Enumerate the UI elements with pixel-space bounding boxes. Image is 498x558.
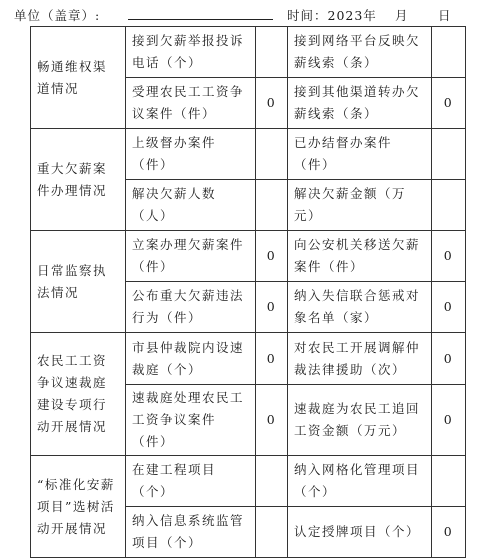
item-label: 认定授牌项目（个）: [288, 507, 432, 558]
item-value: [256, 180, 288, 231]
unit-fill-line: [128, 19, 273, 20]
item-label: 接到欠薪举报投诉电话（个）: [126, 27, 256, 78]
item-value: 0: [256, 231, 288, 282]
item-value: [256, 129, 288, 180]
item-value: [432, 456, 466, 507]
section-category: 重大欠薪案件办理情况: [31, 129, 126, 231]
item-value: 0: [256, 282, 288, 333]
item-label: 已办结督办案件（件）: [288, 129, 432, 180]
item-value: 0: [432, 282, 466, 333]
time-label: 时间：2023年: [287, 8, 377, 23]
item-value: [432, 27, 466, 78]
item-label: 公布重大欠薪违法行为（件）: [126, 282, 256, 333]
item-value: 0: [256, 333, 288, 385]
item-label: 上级督办案件（件）: [126, 129, 256, 180]
item-value: [256, 27, 288, 78]
item-value: 0: [256, 78, 288, 129]
item-label: 纳入失信联合惩戒对象名单（家）: [288, 282, 432, 333]
table-row: [31, 456, 466, 507]
item-label: 接到其他渠道转办欠薪线索（条）: [288, 78, 432, 129]
table-row: [31, 333, 466, 385]
item-value: [256, 456, 288, 507]
item-value: 0: [432, 333, 466, 385]
item-label: 纳入网格化管理项目（个）: [288, 456, 432, 507]
item-value: 0: [432, 507, 466, 558]
section-category: “标准化安薪项目”选树活动开展情况: [31, 456, 126, 558]
unit-stamp-label: 单位（盖章）:: [14, 8, 101, 23]
item-label: 向公安机关移送欠薪案件（件）: [288, 231, 432, 282]
item-value: 0: [432, 231, 466, 282]
day-label: 日: [438, 8, 451, 23]
item-value: [432, 180, 466, 231]
item-label: 解决欠薪金额（万元）: [288, 180, 432, 231]
wage-arrears-report-table: [30, 26, 466, 558]
item-value: 0: [432, 78, 466, 129]
table-row: [31, 27, 466, 78]
month-label: 月: [395, 8, 408, 23]
item-value: 0: [432, 385, 466, 456]
section-category: 畅通维权渠道情况: [31, 27, 126, 129]
item-value: [432, 129, 466, 180]
item-label: 接到网络平台反映欠薪线索（条）: [288, 27, 432, 78]
table-row: [31, 129, 466, 180]
section-category: 农民工工资争议速裁庭建设专项行动开展情况: [31, 333, 126, 456]
item-label: 纳入信息系统监管项目（个）: [126, 507, 256, 558]
report-header: [0, 0, 498, 26]
item-label: 解决欠薪人数（人）: [126, 180, 256, 231]
item-label: 市县仲裁院内设速裁庭（个）: [126, 333, 256, 385]
item-label: 受理农民工工资争议案件（件）: [126, 78, 256, 129]
item-label: 速裁庭为农民工追回工资金额（万元）: [288, 385, 432, 456]
item-label: 速裁庭处理农民工工资争议案件（件）: [126, 385, 256, 456]
item-label: 立案办理欠薪案件（件）: [126, 231, 256, 282]
item-value: 0: [256, 385, 288, 456]
item-label: 在建工程项目（个）: [126, 456, 256, 507]
item-label: 对农民工开展调解仲裁法律援助（次）: [288, 333, 432, 385]
section-category: 日常监察执法情况: [31, 231, 126, 333]
table-row: [31, 231, 466, 282]
